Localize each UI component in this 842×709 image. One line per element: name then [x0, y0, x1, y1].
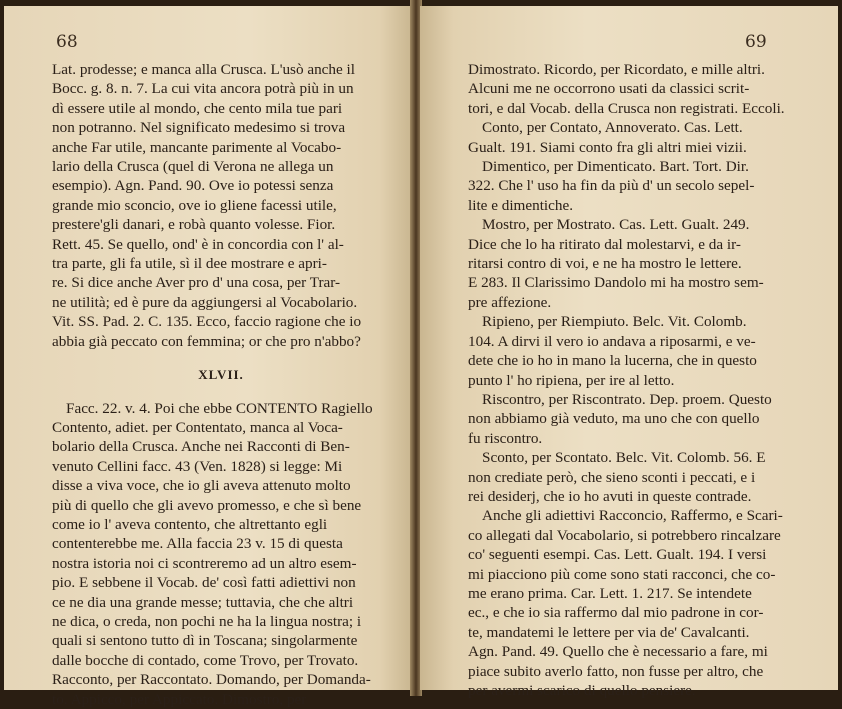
text-line: tra parte, gli fa utile, sì il dee mostrare e apri- [52, 254, 390, 273]
left-page-text [52, 60, 390, 709]
text-line: dì essere utile al mondo, che cento mila tue pari [52, 99, 390, 118]
text-line: punto l' ho ripiena, per ire al letto. [468, 371, 810, 390]
text-line: lite e dimentiche. [468, 196, 810, 215]
text-line: non crediate però, che sieno sconti i peccati, e i [468, 468, 810, 487]
text-line: Sconto, per Scontato. Belc. Vit. Colomb. 56. E [468, 448, 810, 467]
text-line: Facc. 22. v. 4. Poi che ebbe CONTENTO Ragiello [52, 399, 390, 418]
text-line: Dimostrato. Ricordo, per Ricordato, e mille altri. [468, 60, 810, 79]
text-line: bolario della Crusca. Anche nei Racconti di Ben- [52, 437, 390, 456]
text-line: non potranno. Nel significato medesimo si trova [52, 118, 390, 137]
text-line: re. Si dice anche Aver pro d' una cosa, per Trar- [52, 273, 390, 292]
left-page [4, 6, 412, 690]
text-line: venuto Cellini facc. 43 (Ven. 1828) si legge: Mi [52, 457, 390, 476]
left-paragraph-2 [52, 399, 390, 709]
text-line: to. Appicco, per Appiccato. Dimostro, per [52, 690, 390, 709]
text-line: pio. E sebbene il Vocab. de' così fatti adiettivi non [52, 573, 390, 592]
text-line: ritarsi contro di voi, e ne ha mostro le lettere. [468, 254, 810, 273]
text-line: Bocc. g. 8. n. 7. La cui vita ancora potrà più in un [52, 79, 390, 98]
text-line: co' seguenti esempi. Cas. Lett. Gualt. 194. I versi [468, 545, 810, 564]
text-line: Rett. 45. Se quello, ond' è in concordia con l' al- [52, 235, 390, 254]
left-paragraph-1 [52, 60, 390, 351]
page-number-left: 68 [56, 32, 78, 52]
text-line: prestere'gli danari, e robà quanto volesse. Fior. [52, 215, 390, 234]
text-line: Alcuni me ne occorrono usati da classici scrit- [468, 79, 810, 98]
text-line: Gualt. 191. Siami conto fra gli altri miei vizii. [468, 138, 810, 157]
text-line: 322. Che l' uso ha fin da più d' un secolo sepel- [468, 176, 810, 195]
text-line: Dice che lo ha ritirato dal molestarvi, e da ir- [468, 235, 810, 254]
text-line: me erano prima. Car. Lett. 1. 217. Se intendete [468, 584, 810, 603]
text-line: Conto, per Contato, Annoverato. Cas. Lett. [468, 118, 810, 137]
text-line: Riscontro, per Riscontrato. Dep. proem. Questo [468, 390, 810, 409]
text-line: tori, e dal Vocab. della Crusca non registrati. Eccoli. [468, 99, 810, 118]
text-line: non abbiamo già veduto, ma uno che con quello [468, 409, 810, 428]
text-line: ne dica, o creda, non pochi ne ha la lingua nostra; i [52, 612, 390, 631]
text-line: Vit. SS. Pad. 2. C. 135. Ecco, faccio ragione che io [52, 312, 390, 331]
text-line: mi piacciono più come sono stati racconci, che co- [468, 565, 810, 584]
text-line: fu riscontro. [468, 429, 810, 448]
text-line: Agn. Pand. 49. Quello che è necessario a fare, mi [468, 642, 810, 661]
text-line: quali si sentono tutto dì in Toscana; singolarmente [52, 631, 390, 650]
right-paragraphs [468, 60, 810, 700]
text-line: Contento, adiet. per Contentato, manca al Voca- [52, 418, 390, 437]
text-line: rei desiderj, che io ho avuti in queste contrade. [468, 487, 810, 506]
text-line: te, mandatemi le lettere per via de' Cavalcanti. [468, 623, 810, 642]
text-line: co allegati dal Vocabolario, si potrebbero rincalzare [468, 526, 810, 545]
section-heading: XLVII. [52, 365, 390, 384]
text-line: abbia già peccato con femmina; or che pro n'abbo? [52, 332, 390, 351]
text-line: grande mio sconcio, ove io gliene facessi utile, [52, 196, 390, 215]
text-line: ce ne dia una grande messe; tuttavia, che che altri [52, 593, 390, 612]
text-line: esempio). Agn. Pand. 90. Ove io potessi senza [52, 176, 390, 195]
text-line: ne utilità; ed è pure da aggiungersi al Vocabolario. [52, 293, 390, 312]
text-line: 104. A dirvi il vero io andava a riposarmi, e ve- [468, 332, 810, 351]
text-line: Anche gli adiettivi Racconcio, Raffermo, e Scari- [468, 506, 810, 525]
text-line: Racconto, per Raccontato. Domando, per Domanda- [52, 670, 390, 689]
text-line: contenterebbe me. Alla faccia 23 v. 15 di questa [52, 534, 390, 553]
text-line: Lat. prodesse; e manca alla Crusca. L'usò anche il [52, 60, 390, 79]
text-line: più di quello che gli avevo promesso, e che sì bene [52, 496, 390, 515]
text-line: dalle bocche di contado, come Trovo, per Trovato. [52, 651, 390, 670]
text-line: lario della Crusca (quel di Verona ne allega un [52, 157, 390, 176]
text-line: Ripieno, per Riempiuto. Belc. Vit. Colomb. [468, 312, 810, 331]
text-line: E 283. Il Clarissimo Dandolo mi ha mostro sem- [468, 273, 810, 292]
text-line: nostra istoria noi ci scontreremo ad un altro esem- [52, 554, 390, 573]
text-line: Dimentico, per Dimenticato. Bart. Tort. Dir. [468, 157, 810, 176]
text-line: pre affezione. [468, 293, 810, 312]
text-line: come io l' aveva contento, che altrettanto egli [52, 515, 390, 534]
text-line: ec., e che io sia raffermo dal mio padrone in cor- [468, 603, 810, 622]
text-line: Mostro, per Mostrato. Cas. Lett. Gualt. 249. [468, 215, 810, 234]
right-page-text [468, 60, 810, 700]
text-line: disse a viva voce, che io gli aveva attenuto molto [52, 476, 390, 495]
text-line: per avermi scarico di quello pensiere. [468, 681, 810, 700]
right-page [420, 6, 838, 690]
text-line: anche Far utile, mancante parimente al Vocabo- [52, 138, 390, 157]
page-number-right: 69 [745, 32, 767, 52]
text-line: piace subito averlo fatto, non fusse per altro, che [468, 662, 810, 681]
text-line: dete che io ho in mano la lucerna, che in questo [468, 351, 810, 370]
